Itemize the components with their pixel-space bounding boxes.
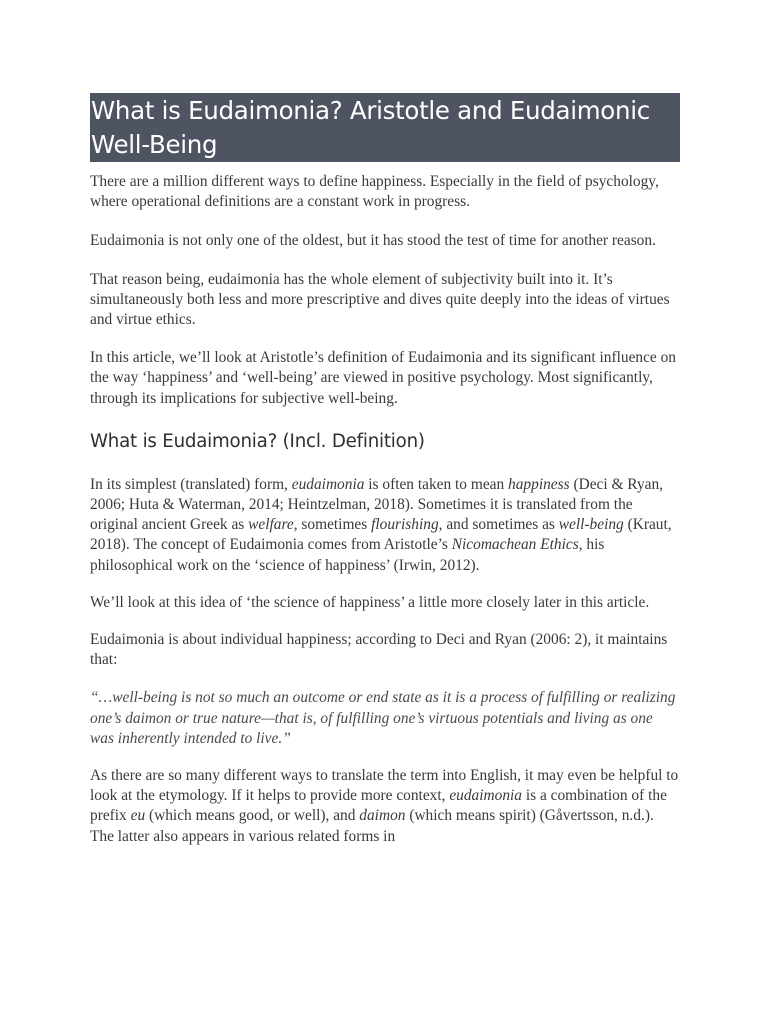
section-heading: What is Eudaimonia? (Incl. Definition) xyxy=(90,430,425,452)
article xyxy=(90,93,680,847)
science-paragraph: We’ll look at this idea of ‘the science of happiness’ a little more closely later in this article. xyxy=(90,593,650,611)
etymology-paragraph: As there are so many different ways to translate the term into English, it may even be helpful to look at the etymology. If it helps to provide more context, eudaimonia is a combination of the prefix eu (which means good, or well), and daimon (which means spirit) (Gåvertsson, n.d.). The latter also appears in various related forms in xyxy=(90,767,679,845)
quote-block: “…well-being is not so much an outcome or end state as it is a process of fulfilling or realizing one’s daimon or true nature—that is, of fulfilling one’s virtuous potentials and living as one was inherently intended to live.” xyxy=(90,689,676,747)
intro-paragraph-2: Eudaimonia is not only one of the oldest, but it has stood the test of time for another reason. xyxy=(90,232,656,250)
definition-paragraph: In its simplest (translated) form, eudaimonia is often taken to mean happiness (Deci & Ryan, 2006; Huta & Waterman, 2014; Heintzelman, 2018). Sometimes it is translated from the original ancient Greek as welfare, sometimes flourishing, and sometimes as well-being (Kraut, 2018). The concept of Eudaimonia comes from Aristotle’s Nicomachean Ethics, his philosophical work on the ‘science of happiness’ (Irwin, 2012). xyxy=(90,475,672,574)
deci-ryan-paragraph: Eudaimonia is about individual happiness; according to Deci and Ryan (2006: 2), it maintains that: xyxy=(90,631,668,669)
intro-paragraph-1: There are a million different ways to define happiness. Especially in the field of psychology, where operational definitions are a constant work in progress. xyxy=(90,173,659,211)
intro-paragraph-4: In this article, we’ll look at Aristotle’s definition of Eudaimonia and its significant influence on the way ‘happiness’ and ‘well-being’ are viewed in positive psychology. Most significantly, through its implications for subjective well-being. xyxy=(90,349,676,407)
intro-paragraph-3: That reason being, eudaimonia has the whole element of subjectivity built into it. It’s simultaneously both less and more prescriptive and dives quite deeply into the ideas of virtues and virtue ethics. xyxy=(90,270,670,329)
article-title: What is Eudaimonia? Aristotle and Eudaimonic Well-Being xyxy=(90,93,680,162)
